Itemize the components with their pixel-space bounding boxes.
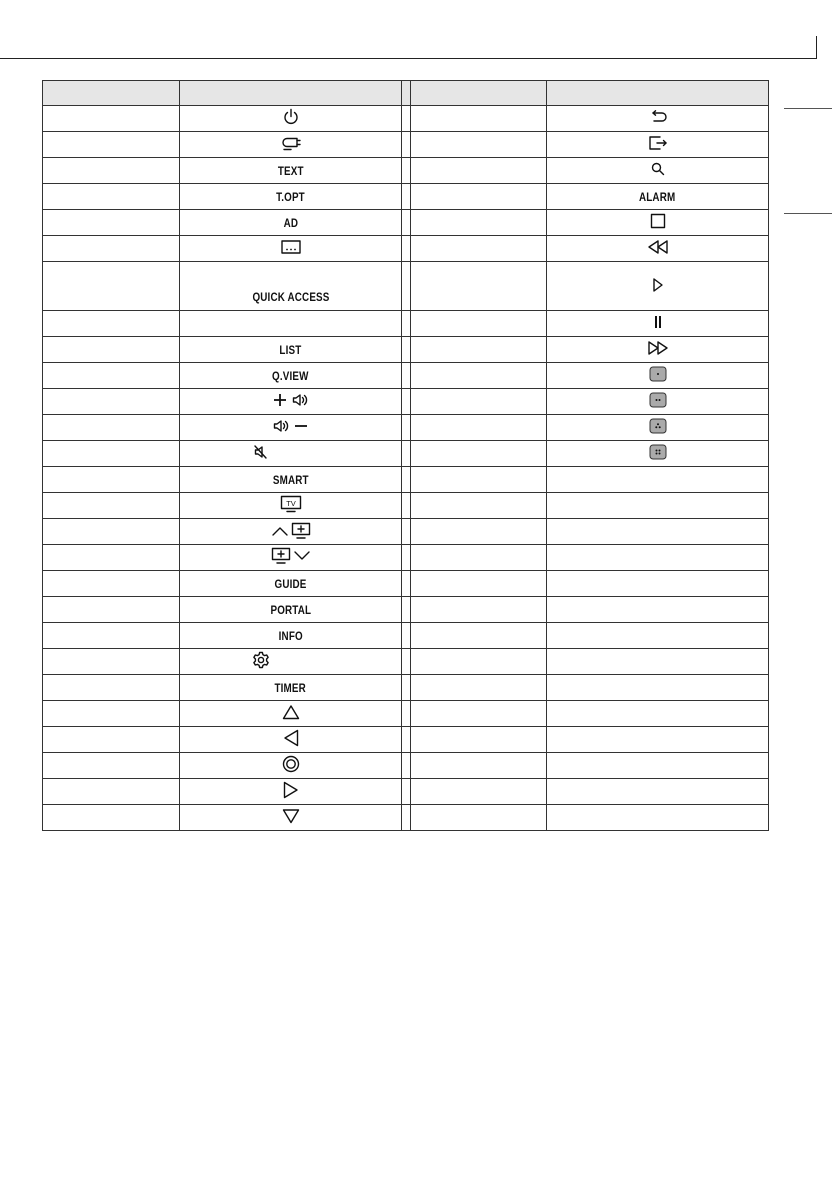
gap-cell [402,311,411,337]
table-cell [43,571,180,597]
remote-key-table [42,80,769,831]
table-row [43,727,769,753]
table-cell [547,649,769,675]
red-key-icon [649,366,667,382]
top-rule-tick [816,36,817,59]
key-cell [180,701,402,727]
power-icon [283,108,299,126]
chevron-down-icon [293,549,311,563]
channel-down-icon [271,547,291,565]
table-cell [411,389,547,415]
ad-label: AD [283,216,298,230]
table-cell [411,158,547,184]
exit-icon [648,135,668,151]
gap-cell [402,753,411,779]
gap-cell [402,337,411,363]
back-icon [648,110,668,124]
gap-cell [402,415,411,441]
gap-cell [402,779,411,805]
info-label: INFO [278,629,303,643]
table-header [43,81,769,106]
table-cell [411,753,547,779]
volume-down-icon [273,419,289,433]
qview-label: Q.VIEW [272,369,309,383]
gap-cell [402,805,411,831]
table-cell [43,649,180,675]
gap-cell [402,597,411,623]
gap-cell [402,649,411,675]
header-cell [180,81,402,106]
table-cell [547,675,769,701]
key-cell [547,389,769,415]
fast-forward-icon [647,341,669,355]
key-cell [180,779,402,805]
table-cell [411,597,547,623]
gap-cell [402,158,411,184]
table-row [43,467,769,493]
gap-cell [402,184,411,210]
table-row [43,132,769,158]
table-row [43,363,769,389]
table-cell [43,467,180,493]
key-cell [180,158,402,184]
tv-icon [280,495,302,513]
key-cell [547,363,769,389]
gap-cell [402,441,411,467]
table-cell [411,571,547,597]
table-cell [411,106,547,132]
key-cell [180,467,402,493]
table-cell [547,701,769,727]
play-icon [652,277,664,293]
pause-icon [653,314,663,330]
key-cell [547,311,769,337]
gap-cell [402,623,411,649]
gap-cell [402,727,411,753]
table-cell [411,132,547,158]
quick-access-label: QUICK ACCESS [251,289,330,304]
table-cell [43,493,180,519]
key-cell [547,106,769,132]
key-cell [547,184,769,210]
key-cell [180,311,402,337]
subtitle-icon [281,240,301,254]
table-cell [411,493,547,519]
table-cell [411,649,547,675]
table-cell [43,311,180,337]
ok-icon [282,755,300,773]
yellow-key-icon [649,418,667,434]
table-row [43,210,769,236]
key-cell [180,597,402,623]
table-cell [547,519,769,545]
table-row [43,337,769,363]
table-row [43,701,769,727]
alarm-label: ALARM [639,190,676,204]
table-row [43,753,769,779]
table-cell [411,184,547,210]
table-cell [411,311,547,337]
key-cell [180,441,402,467]
table-row [43,779,769,805]
guide-label: GUIDE [274,577,307,591]
table-cell [547,597,769,623]
table-cell [411,727,547,753]
arrow-down-icon [282,808,300,824]
gap-cell [402,545,411,571]
table-cell [547,467,769,493]
key-cell [180,805,402,831]
table-cell [547,623,769,649]
smart-label: SMART [272,473,309,487]
table-cell [43,623,180,649]
key-cell [180,337,402,363]
arrow-left-icon [283,729,299,747]
portal-label: PORTAL [270,603,311,617]
table-row [43,649,769,675]
gap-cell [402,210,411,236]
table-cell [547,779,769,805]
table-cell [43,363,180,389]
table-cell [411,519,547,545]
table-cell [43,805,180,831]
table-cell [43,415,180,441]
table-cell [547,805,769,831]
key-cell [180,210,402,236]
key-cell [547,132,769,158]
gap-cell [402,236,411,262]
table-cell [411,236,547,262]
tv-icon-text: TV [285,499,296,508]
key-cell [180,236,402,262]
table-cell [411,701,547,727]
table-cell [547,493,769,519]
key-cell [180,493,402,519]
table-cell [411,363,547,389]
table-cell [43,389,180,415]
table-row [43,597,769,623]
table-cell [411,441,547,467]
table-cell [43,337,180,363]
header-gap [402,81,411,106]
top-rule [0,58,817,59]
table-cell [43,701,180,727]
list-label: LIST [279,343,302,357]
table-cell [43,727,180,753]
table-cell [43,779,180,805]
table-row [43,158,769,184]
table-cell [43,158,180,184]
table-row [43,805,769,831]
gap-cell [402,519,411,545]
table-cell [411,467,547,493]
mute-icon [254,445,268,459]
key-cell [547,441,769,467]
table-cell [43,262,180,311]
gap-cell [402,701,411,727]
gap-cell [402,467,411,493]
table-row [43,493,769,519]
key-cell [547,262,769,311]
search-icon [651,162,665,176]
gap-cell [402,262,411,311]
table-row [43,236,769,262]
table-cell [547,753,769,779]
channel-up-icon [291,522,311,540]
key-cell [180,519,402,545]
remote-key-table-wrap [42,80,768,831]
header-cell [547,81,769,106]
key-cell [180,363,402,389]
table-row [43,106,769,132]
table-row [43,262,769,311]
key-cell [180,675,402,701]
table-row [43,623,769,649]
key-cell [180,623,402,649]
table-cell [411,337,547,363]
table-cell [43,753,180,779]
plus-icon [273,393,287,407]
table-row [43,571,769,597]
table-cell [411,623,547,649]
key-cell [547,236,769,262]
table-row [43,389,769,415]
key-cell [180,389,402,415]
table-cell [547,727,769,753]
key-cell [180,132,402,158]
table-cell [411,210,547,236]
table-row [43,545,769,571]
gap-cell [402,675,411,701]
key-cell [180,727,402,753]
table-row [43,675,769,701]
table-cell [43,210,180,236]
arrow-right-icon [283,781,299,799]
table-row [43,415,769,441]
table-cell [43,441,180,467]
key-cell [180,106,402,132]
gap-cell [402,132,411,158]
table-cell [411,545,547,571]
table-cell [43,106,180,132]
arrow-up-icon [282,704,300,720]
input-icon [280,135,302,151]
key-cell [547,210,769,236]
table-cell [43,132,180,158]
table-row [43,184,769,210]
table-cell [43,184,180,210]
key-cell [180,184,402,210]
table-cell [43,675,180,701]
gap-cell [402,363,411,389]
gap-cell [402,493,411,519]
table-row [43,441,769,467]
header-cell [411,81,547,106]
green-key-icon [649,392,667,408]
key-cell [180,753,402,779]
topt-label: T.OPT [276,190,305,204]
table-cell [411,675,547,701]
side-rule-bottom [784,213,832,214]
key-cell [180,262,402,311]
header-cell [43,81,180,106]
chevron-up-icon [271,524,289,538]
table-cell [43,545,180,571]
key-cell [180,571,402,597]
minus-icon [294,419,308,433]
key-cell [180,649,402,675]
timer-label: TIMER [274,681,307,695]
table-cell [411,262,547,311]
key-cell [547,415,769,441]
key-cell [180,415,402,441]
table-row [43,311,769,337]
table-cell [43,236,180,262]
table-cell [547,571,769,597]
gap-cell [402,389,411,415]
table-cell [43,597,180,623]
table-cell [43,519,180,545]
volume-up-icon [292,393,308,407]
rewind-icon [647,240,669,254]
table-row [43,519,769,545]
key-cell [547,158,769,184]
gap-cell [402,106,411,132]
table-cell [411,779,547,805]
table-cell [547,545,769,571]
table-cell [411,415,547,441]
side-rule-top [784,108,832,109]
text-label: TEXT [277,164,304,178]
table-cell [411,805,547,831]
blue-key-icon [649,444,667,460]
stop-icon [650,213,666,229]
key-cell [547,337,769,363]
gap-cell [402,571,411,597]
settings-icon [252,651,270,669]
key-cell [180,545,402,571]
